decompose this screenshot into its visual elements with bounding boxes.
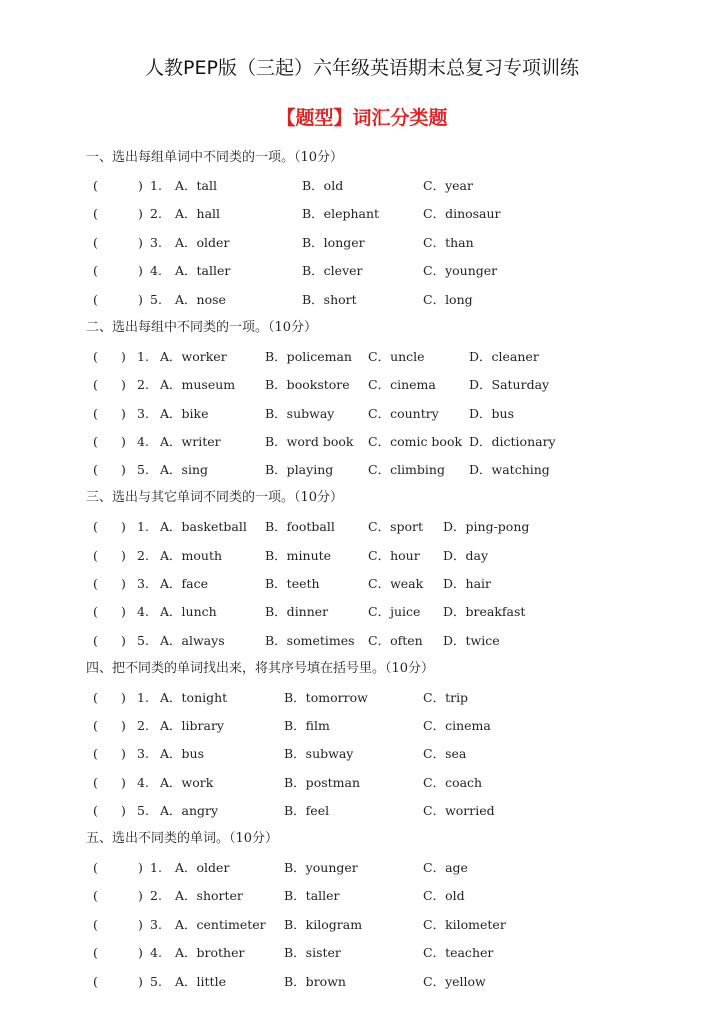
option-a: A．museum <box>160 377 236 392</box>
question-number: 1. <box>150 860 162 875</box>
option-a: A．tonight <box>160 690 228 705</box>
option-c: C．trip <box>423 690 469 705</box>
option-c: C．cinema <box>368 377 436 392</box>
answer-blank-close: ) <box>121 746 126 761</box>
answer-blank-close: ) <box>138 292 143 307</box>
answer-blank-close: ) <box>121 604 126 619</box>
answer-blank-close: ) <box>138 206 143 221</box>
answer-blank-close: ) <box>121 406 126 421</box>
option-b: B．postman <box>284 775 361 790</box>
option-b: B．old <box>302 178 344 193</box>
option-c: C．teacher <box>423 945 494 960</box>
option-a: A．work <box>160 775 214 790</box>
question-number: 3. <box>150 235 162 250</box>
option-b: B．policeman <box>265 349 352 364</box>
option-c: C．yellow <box>423 974 486 989</box>
option-c: C．country <box>368 406 439 421</box>
option-b: B．bookstore <box>265 377 350 392</box>
question-number: 2. <box>150 206 162 221</box>
option-a: A．older <box>175 860 230 875</box>
option-a: A．mouth <box>160 548 223 563</box>
option-a: A．tall <box>175 178 217 193</box>
question-number: 4. <box>150 945 162 960</box>
question-number: 2. <box>137 377 149 392</box>
option-c: C．age <box>423 860 468 875</box>
answer-blank-open[interactable]: ( <box>93 263 98 278</box>
question-number: 3. <box>150 917 162 932</box>
question-number: 2. <box>137 718 149 733</box>
question-number: 3. <box>137 746 149 761</box>
question-number: 5. <box>150 292 162 307</box>
option-d: D．Saturday <box>469 377 550 392</box>
answer-blank-open[interactable]: ( <box>93 576 98 591</box>
option-c: C．cinema <box>423 718 491 733</box>
option-b: B．word book <box>265 434 354 449</box>
option-a: A．bus <box>160 746 204 761</box>
answer-blank-close: ) <box>138 178 143 193</box>
option-c: C．sea <box>423 746 467 761</box>
answer-blank-open[interactable]: ( <box>93 519 98 534</box>
answer-blank-open[interactable]: ( <box>93 888 98 903</box>
option-b: B．longer <box>302 235 365 250</box>
option-c: C．year <box>423 178 473 193</box>
option-c: C．often <box>368 633 423 648</box>
question-number: 3. <box>137 576 149 591</box>
option-c: C．uncle <box>368 349 425 364</box>
answer-blank-open[interactable]: ( <box>93 690 98 705</box>
option-a: A．brother <box>175 945 245 960</box>
option-d: D．day <box>443 548 489 563</box>
question-number: 4. <box>137 434 149 449</box>
option-c: C．old <box>423 888 465 903</box>
answer-blank-close: ) <box>121 519 126 534</box>
option-a: A．little <box>175 974 226 989</box>
option-b: B．dinner <box>265 604 329 619</box>
option-c: C．comic book <box>368 434 463 449</box>
answer-blank-open[interactable]: ( <box>93 462 98 477</box>
option-b: B．minute <box>265 548 332 563</box>
option-d: D．ping-pong <box>443 519 530 534</box>
option-a: A．worker <box>160 349 227 364</box>
answer-blank-close: ) <box>138 945 143 960</box>
answer-blank-close: ) <box>121 576 126 591</box>
answer-blank-open[interactable]: ( <box>93 803 98 818</box>
section-heading: 三、选出与其它单词不同类的一项。（10分） <box>86 490 344 505</box>
answer-blank-open[interactable]: ( <box>93 206 98 221</box>
answer-blank-close: ) <box>138 263 143 278</box>
option-d: D．twice <box>443 633 500 648</box>
option-b: B．short <box>302 292 357 307</box>
option-b: B．sister <box>284 945 341 960</box>
answer-blank-open[interactable]: ( <box>93 775 98 790</box>
answer-blank-open[interactable]: ( <box>93 974 98 989</box>
question-number: 5. <box>137 462 149 477</box>
answer-blank-close: ) <box>121 803 126 818</box>
option-d: D．watching <box>469 462 550 477</box>
option-a: A．taller <box>175 263 231 278</box>
option-c: C．sport <box>368 519 424 534</box>
answer-blank-close: ) <box>121 548 126 563</box>
option-a: A．face <box>160 576 209 591</box>
option-a: A．angry <box>160 803 219 818</box>
option-b: B．tomorrow <box>284 690 368 705</box>
answer-blank-close: ) <box>138 235 143 250</box>
option-b: B．kilogram <box>284 917 363 932</box>
answer-blank-close: ) <box>121 633 126 648</box>
question-number: 1. <box>137 349 149 364</box>
option-a: A．older <box>175 235 230 250</box>
option-b: B．teeth <box>265 576 320 591</box>
option-d: D．hair <box>443 576 491 591</box>
option-b: B．subway <box>284 746 354 761</box>
option-b: B．clever <box>302 263 363 278</box>
option-c: C．kilometer <box>423 917 506 932</box>
section-heading: 二、选出每组中不同类的一项。（10分） <box>86 320 318 335</box>
option-c: C．coach <box>423 775 483 790</box>
option-d: D．dictionary <box>469 434 556 449</box>
answer-blank-open[interactable]: ( <box>93 917 98 932</box>
option-b: B．football <box>265 519 335 534</box>
section-heading: 五、选出不同类的单词。（10分） <box>86 831 279 846</box>
answer-blank-close: ) <box>121 775 126 790</box>
section-heading: 一、选出每组单词中不同类的一项。（10分） <box>86 150 344 165</box>
option-a: A．writer <box>160 434 221 449</box>
option-a: A．centimeter <box>175 917 266 932</box>
option-a: A．always <box>160 633 225 648</box>
option-c: C．hour <box>368 548 420 563</box>
question-number: 4. <box>137 775 149 790</box>
option-b: B．brown <box>284 974 346 989</box>
option-b: B．younger <box>284 860 358 875</box>
option-a: A．shorter <box>175 888 243 903</box>
answer-blank-open[interactable]: ( <box>93 548 98 563</box>
page-title: 人教PEP版（三起）六年级英语期末总复习专项训练 <box>145 57 579 79</box>
option-b: B．elephant <box>302 206 380 221</box>
option-a: A．basketball <box>160 519 247 534</box>
answer-blank-open[interactable]: ( <box>93 604 98 619</box>
question-number: 2. <box>137 548 149 563</box>
answer-blank-open[interactable]: ( <box>93 377 98 392</box>
option-b: B．sometimes <box>265 633 355 648</box>
answer-blank-close: ) <box>138 974 143 989</box>
option-a: A．library <box>160 718 224 733</box>
answer-blank-close: ) <box>121 434 126 449</box>
question-number: 1. <box>137 519 149 534</box>
option-c: C．dinosaur <box>423 206 501 221</box>
answer-blank-open[interactable]: ( <box>93 292 98 307</box>
page-subtitle: 【题型】词汇分类题 <box>276 107 448 129</box>
question-number: 4. <box>150 263 162 278</box>
option-c: C．weak <box>368 576 424 591</box>
answer-blank-close: ) <box>138 888 143 903</box>
option-b: B．film <box>284 718 330 733</box>
option-c: C．than <box>423 235 474 250</box>
option-b: B．playing <box>265 462 334 477</box>
answer-blank-open[interactable]: ( <box>93 406 98 421</box>
option-a: A．bike <box>160 406 209 421</box>
question-number: 1. <box>137 690 149 705</box>
option-d: D．cleaner <box>469 349 539 364</box>
answer-blank-open[interactable]: ( <box>93 434 98 449</box>
option-d: D．bus <box>469 406 514 421</box>
question-number: 5. <box>150 974 162 989</box>
option-a: A．nose <box>175 292 226 307</box>
answer-blank-open[interactable]: ( <box>93 945 98 960</box>
question-number: 1. <box>150 178 162 193</box>
question-number: 4. <box>137 604 149 619</box>
answer-blank-close: ) <box>121 377 126 392</box>
section-heading: 四、把不同类的单词找出来，将其序号填在括号里。（10分） <box>86 661 435 676</box>
answer-blank-close: ) <box>121 349 126 364</box>
option-b: B．taller <box>284 888 340 903</box>
question-number: 3. <box>137 406 149 421</box>
option-c: C．worried <box>423 803 495 818</box>
option-a: A．hall <box>175 206 221 221</box>
answer-blank-close: ) <box>121 690 126 705</box>
answer-blank-close: ) <box>138 860 143 875</box>
answer-blank-close: ) <box>121 462 126 477</box>
option-b: B．feel <box>284 803 330 818</box>
question-number: 2. <box>150 888 162 903</box>
option-c: C．younger <box>423 263 498 278</box>
option-a: A．lunch <box>160 604 217 619</box>
question-number: 5. <box>137 803 149 818</box>
answer-blank-open[interactable]: ( <box>93 718 98 733</box>
option-c: C．long <box>423 292 473 307</box>
answer-blank-close: ) <box>121 718 126 733</box>
answer-blank-open[interactable]: ( <box>93 178 98 193</box>
answer-blank-open[interactable]: ( <box>93 349 98 364</box>
option-c: C．climbing <box>368 462 445 477</box>
answer-blank-open[interactable]: ( <box>93 633 98 648</box>
answer-blank-open[interactable]: ( <box>93 235 98 250</box>
option-b: B．subway <box>265 406 335 421</box>
question-number: 5. <box>137 633 149 648</box>
option-d: D．breakfast <box>443 604 526 619</box>
answer-blank-close: ) <box>138 917 143 932</box>
answer-blank-open[interactable]: ( <box>93 746 98 761</box>
answer-blank-open[interactable]: ( <box>93 860 98 875</box>
option-a: A．sing <box>160 462 208 477</box>
option-c: C．juice <box>368 604 421 619</box>
